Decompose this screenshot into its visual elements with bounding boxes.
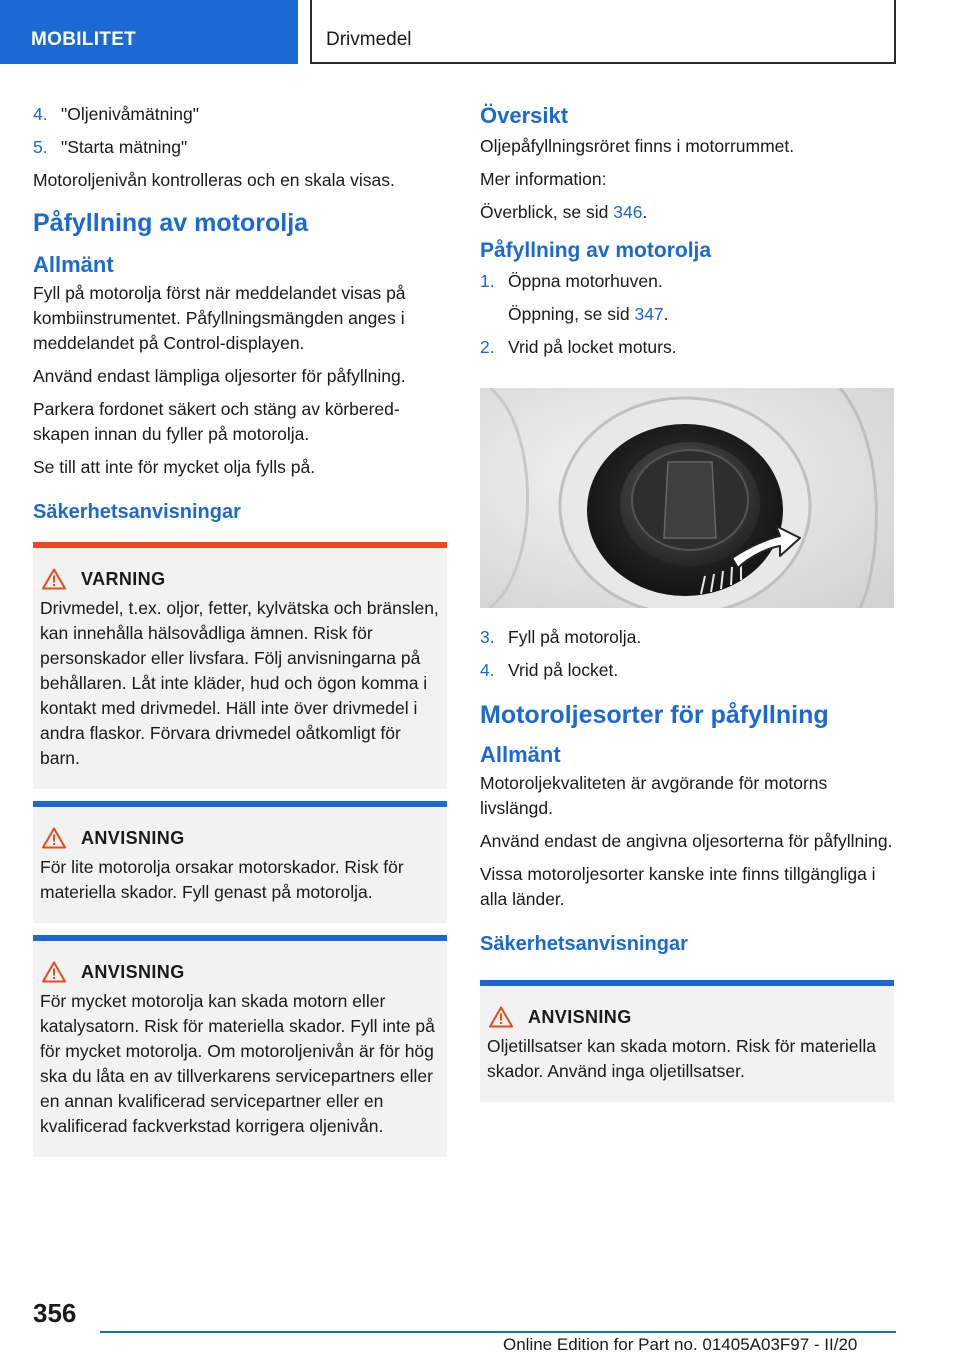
step-text: "Starta mätning" bbox=[61, 137, 188, 157]
notice-box bbox=[480, 980, 894, 1102]
chapter-tab bbox=[310, 0, 896, 64]
step-text: Fyll på motorolja. bbox=[508, 627, 642, 647]
list-item bbox=[480, 269, 894, 294]
notice-label: ANVISNING bbox=[81, 827, 185, 848]
left-column bbox=[33, 102, 447, 1167]
chapter-title: Drivmedel bbox=[326, 29, 412, 50]
paragraph: Se till att inte för mycket olja fylls på. bbox=[33, 457, 316, 477]
paragraph: Oljepåfyllningsröret finns i motorrummet. bbox=[480, 136, 795, 156]
heading-refill: Påfyllning av motorolja bbox=[33, 209, 309, 237]
notice-text: För mycket motorolja kan skada motorn eller katalysatorn. Risk för materiella skador. Fyll inte på för mycket motorolja. Om motoroljenivån är för hög ska du låta en av tillverkarens servicepartners eller en annan kvalificerad servicepartner eller en kvalificerad fackverkstad korrigera oljenivån. bbox=[40, 991, 435, 1136]
paragraph: Fyll på motorolja först när meddelandet visas på kombiinstrumentet. Påfyllningsmängden anges i meddelandet på Control-displayen. bbox=[33, 283, 406, 353]
warning-box bbox=[33, 542, 447, 789]
warning-triangle-icon bbox=[42, 961, 66, 983]
right-column bbox=[480, 102, 894, 1112]
step-number: 5. bbox=[33, 137, 48, 157]
warning-triangle-icon bbox=[42, 568, 66, 590]
list-item bbox=[480, 625, 894, 650]
warning-triangle-icon bbox=[489, 1006, 513, 1028]
section-tab bbox=[0, 0, 298, 64]
cross-reference: Överblick, se sid 346. bbox=[480, 202, 648, 222]
section-title: MOBILITET bbox=[31, 29, 137, 50]
warning-label: VARNING bbox=[81, 568, 166, 589]
heading-safety: Säkerhetsanvisningar bbox=[33, 501, 241, 523]
list-item bbox=[480, 335, 894, 360]
heading-general: Allmänt bbox=[33, 252, 114, 277]
paragraph: Motoroljekvaliteten är avgörande för motorns livslängd. bbox=[480, 773, 828, 818]
heading-overview: Översikt bbox=[480, 103, 569, 128]
heading-refill: Påfyllning av motorolja bbox=[480, 239, 712, 262]
paragraph: Använd endast lämpliga oljesorter för påfyllning. bbox=[33, 366, 406, 386]
notice-label: ANVISNING bbox=[81, 961, 185, 982]
notice-label: ANVISNING bbox=[528, 1006, 632, 1027]
step-number: 2. bbox=[480, 337, 495, 357]
step-number: 1. bbox=[480, 271, 495, 291]
step-number: 4. bbox=[480, 660, 495, 680]
cross-reference: Öppning, se sid 347. bbox=[508, 304, 669, 324]
warning-text: Drivmedel, t.ex. oljor, fetter, kylvätska och bränslen, kan innehålla hälsovådliga ämnen. Risk för personskador eller livsfara. Följ anvisningarna på behållaren. Låt inte kläder, hud och ögon komma i kontakt med drivmedel. Häll inte över drivmedel i andra flaskor. Förvara drivmedel oåtkomligt för barn. bbox=[40, 598, 439, 768]
step-text: "Oljenivåmätning" bbox=[61, 104, 199, 124]
step-text: Vrid på locket. bbox=[508, 660, 619, 680]
step-number: 3. bbox=[480, 627, 495, 647]
warning-triangle-icon bbox=[42, 827, 66, 849]
heading-general: Allmänt bbox=[480, 742, 561, 767]
paragraph: Parkera fordonet säkert och stäng av körberedskapen innan du fyller på motorolja. bbox=[33, 399, 400, 444]
heading-safety: Säkerhetsanvisningar bbox=[480, 933, 688, 955]
paragraph: Använd endast de angivna oljesorterna för påfyllning. bbox=[480, 831, 893, 851]
page-link[interactable]: 346 bbox=[613, 202, 643, 222]
notice-box bbox=[33, 801, 447, 923]
edition-note: Online Edition for Part no. 01405A03F97 - II/20 bbox=[503, 1335, 858, 1354]
step-text: Öppna motorhuven. bbox=[508, 271, 663, 291]
list-item bbox=[33, 135, 447, 160]
step-text: Vrid på locket moturs. bbox=[508, 337, 677, 357]
notice-text: För lite motorolja orsakar motorskador. Risk för materiella skador. Fyll genast på motorolja. bbox=[40, 857, 404, 902]
oil-filler-cap-photo bbox=[480, 388, 894, 608]
footer-divider bbox=[100, 1331, 896, 1333]
list-item bbox=[480, 658, 894, 683]
page-number: 356 bbox=[33, 1298, 77, 1328]
notice-text: Oljetillsatser kan skada motorn. Risk för materiella skador. Använd inga oljetillsatser. bbox=[487, 1036, 877, 1081]
heading-oil-types: Motoroljesorter för påfyllning bbox=[480, 701, 829, 729]
notice-box bbox=[33, 935, 447, 1157]
paragraph: Motoroljenivån kontrolleras och en skala visas. bbox=[33, 170, 395, 190]
paragraph: Mer information: bbox=[480, 169, 607, 189]
list-item bbox=[33, 102, 447, 127]
page-link[interactable]: 347 bbox=[634, 304, 664, 324]
step-number: 4. bbox=[33, 104, 48, 124]
paragraph: Vissa motoroljesorter kanske inte finns tillgängliga i alla länder. bbox=[480, 864, 876, 909]
